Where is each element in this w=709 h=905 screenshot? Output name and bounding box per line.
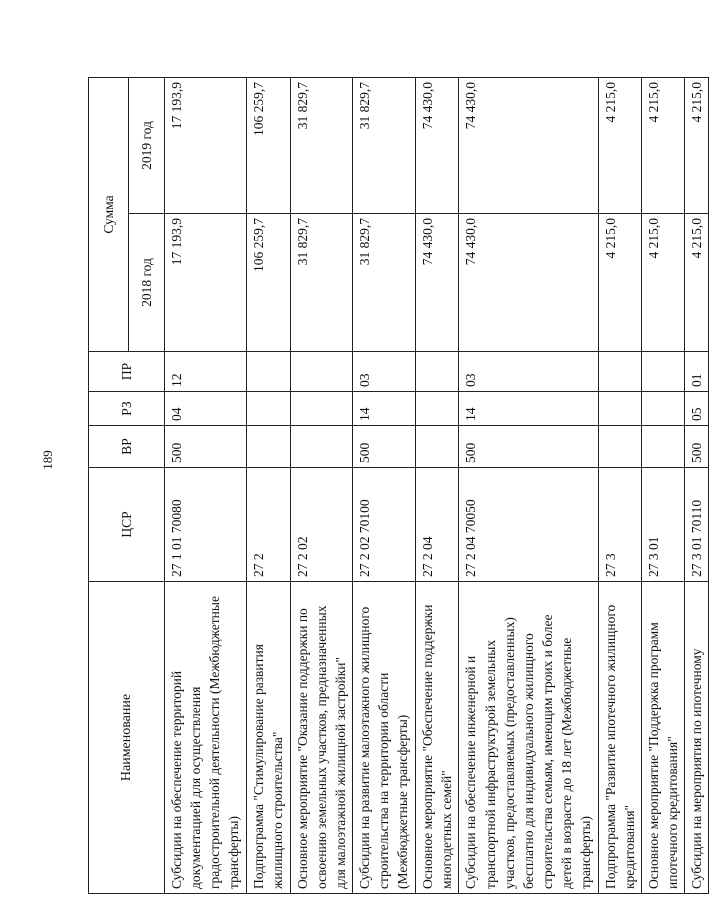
row-sum-2018: 31 829,7	[290, 214, 352, 352]
row-vr: 500	[685, 426, 709, 468]
row-rz	[641, 392, 684, 426]
row-sum-2018: 4 215,0	[598, 214, 641, 352]
header-pr: ПР	[89, 352, 165, 392]
row-csr: 27 2 02 70100	[353, 468, 416, 582]
row-pr	[416, 352, 459, 392]
row-pr: 03	[353, 352, 416, 392]
row-vr	[290, 426, 352, 468]
row-sum-2019: 17 193,9	[165, 77, 247, 213]
row-csr: 27 3 01	[641, 468, 684, 582]
table-row	[416, 77, 459, 893]
row-pr	[598, 352, 641, 392]
row-name: Основное мероприятие "Обеспечение поддержки многодетных семей"	[416, 582, 459, 894]
row-sum-2018: 106 259,7	[246, 214, 290, 352]
row-sum-2018: 4 215,0	[641, 214, 684, 352]
row-csr: 27 2	[246, 468, 290, 582]
row-rz: 14	[353, 392, 416, 426]
table-row	[459, 77, 598, 893]
row-name: Субсидии на обеспечение инженерной и транспортной инфраструктурой земельных участков, предоставляемых (предоставленных) бесплатно для индивидуального жилищного строительства семьям, имеющим троих и более детей в возрасте до 18 лет (Межбюджетные трансферты)	[459, 582, 598, 894]
row-rz	[598, 392, 641, 426]
table-row	[641, 77, 684, 893]
header-rz: РЗ	[89, 392, 165, 426]
budget-table-container	[88, 78, 705, 894]
row-name: Подпрограмма "Развитие ипотечного жилищного кредитования"	[598, 582, 641, 894]
row-pr: 01	[685, 352, 709, 392]
row-sum-2019: 106 259,7	[246, 77, 290, 213]
row-sum-2019: 4 215,0	[598, 77, 641, 213]
row-name: Основное мероприятие "Поддержка программ ипотечного кредитования"	[641, 582, 684, 894]
header-sum: Сумма	[89, 77, 129, 351]
row-name: Подпрограмма "Стимулирование развития жилищного строительства"	[246, 582, 290, 894]
page-number: 189	[39, 450, 55, 470]
row-sum-2019: 31 829,7	[290, 77, 352, 213]
row-name: Субсидии на мероприятия по ипотечному	[685, 582, 709, 894]
row-sum-2018: 17 193,9	[165, 214, 247, 352]
row-pr	[246, 352, 290, 392]
row-sum-2018: 31 829,7	[353, 214, 416, 352]
row-rz: 04	[165, 392, 247, 426]
row-pr	[641, 352, 684, 392]
row-pr: 03	[459, 352, 598, 392]
row-sum-2019: 4 215,0	[641, 77, 684, 213]
table-row	[685, 77, 709, 893]
row-csr: 27 2 04	[416, 468, 459, 582]
header-2018: 2018 год	[129, 214, 165, 352]
row-sum-2018: 74 430,0	[416, 214, 459, 352]
table-body	[165, 77, 709, 893]
table-header	[89, 77, 165, 893]
row-csr: 27 1 01 70080	[165, 468, 247, 582]
table-row	[165, 77, 247, 893]
row-sum-2018: 74 430,0	[459, 214, 598, 352]
row-name: Субсидии на обеспечение территорий документацией для осуществления градостроительной деятельности (Межбюджетные трансферты)	[165, 582, 247, 894]
row-rz: 14	[459, 392, 598, 426]
row-vr	[641, 426, 684, 468]
row-pr: 12	[165, 352, 247, 392]
row-vr	[598, 426, 641, 468]
header-name: Наименование	[89, 582, 165, 894]
row-name: Основное мероприятие "Оказание поддержки по освоению земельных участков, предназначенных для малоэтажной жилищной застройки"	[290, 582, 352, 894]
rotated-table-frame	[88, 78, 705, 894]
row-csr: 27 3	[598, 468, 641, 582]
table-row	[290, 77, 352, 893]
row-vr	[246, 426, 290, 468]
row-sum-2019: 74 430,0	[459, 77, 598, 213]
budget-table	[88, 77, 709, 894]
row-csr: 27 2 02	[290, 468, 352, 582]
header-csr: ЦСР	[89, 468, 165, 582]
row-csr: 27 3 01 70110	[685, 468, 709, 582]
row-csr: 27 2 04 70050	[459, 468, 598, 582]
row-sum-2018: 4 215,0	[685, 214, 709, 352]
row-vr	[416, 426, 459, 468]
row-sum-2019: 31 829,7	[353, 77, 416, 213]
row-rz	[246, 392, 290, 426]
row-pr	[290, 352, 352, 392]
row-rz: 05	[685, 392, 709, 426]
row-name: Субсидии на развитие малоэтажного жилищного строительства на территории области (Межбюджетные трансферты)	[353, 582, 416, 894]
row-vr: 500	[459, 426, 598, 468]
row-sum-2019: 4 215,0	[685, 77, 709, 213]
header-2019: 2019 год	[129, 77, 165, 213]
table-row	[353, 77, 416, 893]
table-row	[246, 77, 290, 893]
table-row	[598, 77, 641, 893]
row-vr: 500	[353, 426, 416, 468]
row-rz	[290, 392, 352, 426]
row-sum-2019: 74 430,0	[416, 77, 459, 213]
row-rz	[416, 392, 459, 426]
header-vr: ВР	[89, 426, 165, 468]
row-vr: 500	[165, 426, 247, 468]
